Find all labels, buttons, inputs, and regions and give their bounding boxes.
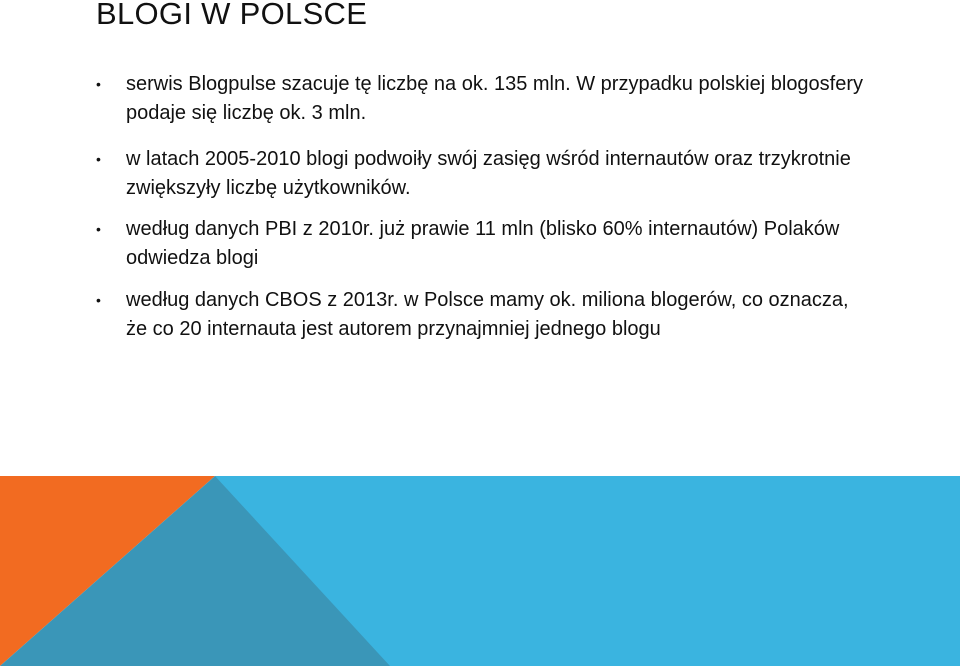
- bullet-item: [96, 70, 866, 128]
- bullet-item: [96, 145, 866, 203]
- bullet-item: [96, 286, 866, 344]
- bullet-text: w latach 2005-2010 blogi podwoiły swój zasięg wśród internautów oraz trzykrotnie zwiększyły liczbę użytkowników.: [126, 148, 851, 199]
- slide-title: BLOGI W POLSCE: [96, 0, 368, 31]
- bullet-icon: •: [96, 292, 101, 308]
- bullet-text: serwis Blogpulse szacuje tę liczbę na ok. 135 mln. W przypadku polskiej blogosfery podaje się liczbę ok. 3 mln.: [126, 73, 864, 124]
- bullet-item: [96, 215, 866, 273]
- bullet-list: [96, 70, 866, 344]
- bullet-text: według danych PBI z 2010r. już prawie 11 mln (blisko 60% internautów) Polaków odwiedza blogi: [126, 218, 840, 269]
- bullet-icon: •: [96, 221, 101, 237]
- decorative-footer-band: [0, 476, 960, 666]
- bullet-icon: •: [96, 76, 101, 92]
- bullet-icon: •: [96, 151, 101, 167]
- bullet-text: według danych CBOS z 2013r. w Polsce mamy ok. miliona blogerów, co oznacza, że co 20 internauta jest autorem przynajmniej jednego blogu: [126, 289, 849, 340]
